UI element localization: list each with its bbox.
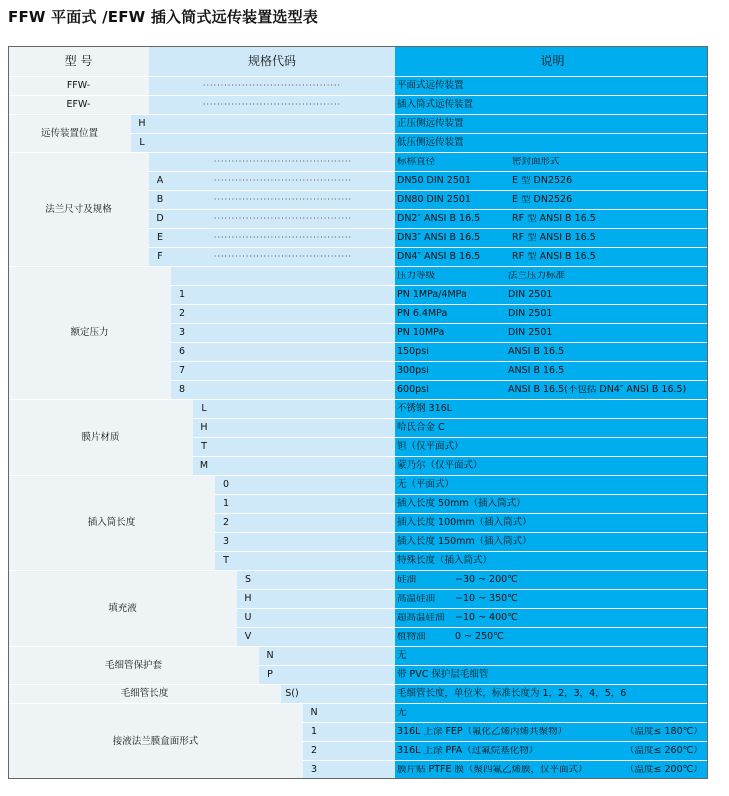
section-flange-desc-4-col2: RF 型 ANSI B 16.5	[512, 252, 596, 262]
section-insert-fill-0	[237, 476, 395, 494]
section-flange-head-code	[149, 153, 171, 171]
section-membrane-code-0: L	[193, 400, 215, 418]
section-flange-desc-2	[395, 210, 708, 228]
section-insert-code-0: 0	[215, 476, 237, 494]
section-capillary-desc: 毛细管长度，单位米，标准长度为 1，2，3，4，5，6	[395, 685, 708, 703]
section-flange-desc-0	[395, 172, 708, 190]
selection-table	[8, 0, 708, 796]
section-connect-desc-0-col1: 无	[397, 708, 407, 718]
section-flange-desc-0-col2: E 型 DN2526	[512, 176, 573, 186]
section-flange-desc-0-col1: DN50 DIN 2501	[397, 176, 471, 186]
section-pressure-desc-1-col2: DIN 2501	[508, 309, 553, 319]
section-connect-fill-2	[325, 742, 395, 760]
section-pressure-code-5: 8	[171, 381, 193, 399]
section-fill-desc-1-col2: −10 ~ 350℃	[455, 594, 518, 604]
section-connect-desc-1-col1: 316L 上涂 FEP（氟化乙烯丙烯共聚物）	[397, 727, 568, 737]
section-flange-desc-1-col2: E 型 DN2526	[512, 195, 573, 205]
section-flange-label: 法兰尺寸及规格	[8, 153, 149, 266]
section-membrane-code-3: M	[193, 457, 215, 475]
section-pressure-desc-2-col2: DIN 2501	[508, 328, 553, 338]
section-flange-fill-1: ·······································	[171, 191, 395, 209]
section-insert-fill-3	[237, 533, 395, 551]
section-membrane-desc-0: 不锈钢 316L	[395, 400, 708, 418]
section-insert-fill-1	[237, 495, 395, 513]
section-sheath-label: 毛细管保护套	[8, 647, 259, 684]
header-code: 规格代码	[149, 46, 395, 76]
section-fill-code-3: V	[237, 628, 259, 646]
section-pressure-fill-3	[193, 343, 395, 361]
section-flange-code-2: D	[149, 210, 171, 228]
section-pressure-desc-5-col1: 600psi	[397, 385, 429, 395]
section-flange-desc-1-col1: DN80 DIN 2501	[397, 195, 471, 205]
section-pressure-desc-2-col1: PN 10MPa	[397, 328, 445, 338]
section-connect-desc-1	[395, 723, 708, 741]
section-membrane-fill-2	[215, 438, 395, 456]
section-pressure-desc-4-col1: 300psi	[397, 366, 429, 376]
section-position-label: 远传装置位置	[8, 115, 131, 152]
section-fill-fill-2	[259, 609, 395, 627]
section-membrane-fill-1	[215, 419, 395, 437]
section-flange-head	[395, 153, 708, 171]
section-flange-fill-4: ·······································	[171, 248, 395, 266]
section-flange-code-3: E	[149, 229, 171, 247]
section-pressure-fill-4	[193, 362, 395, 380]
row-ffw-dots: ·······································	[149, 77, 395, 95]
section-fill-desc-1-col1: 高温硅油	[397, 594, 436, 604]
header-model: 型 号	[8, 46, 149, 76]
section-membrane-code-1: H	[193, 419, 215, 437]
section-sheath-code-0: N	[259, 647, 281, 665]
section-pressure-code-2: 3	[171, 324, 193, 342]
section-pressure-desc-0-col1: PN 1MPa/4MPa	[397, 290, 467, 300]
section-fill-desc-0-col2: −30 ~ 200℃	[455, 575, 518, 585]
section-flange-code-0: A	[149, 172, 171, 190]
section-connect-desc-3-col1: 膜片贴 PTFE 膜（聚四氟乙烯膜，仅平面式）	[397, 765, 588, 775]
section-pressure-desc-5	[395, 381, 708, 399]
section-flange-code-4: F	[149, 248, 171, 266]
section-fill-code-0: S	[237, 571, 259, 589]
section-flange-desc-4-col1: DN4″ ANSI B 16.5	[397, 252, 481, 262]
section-flange-head-col1: 标称直径	[397, 157, 436, 167]
section-pressure-desc-1-col1: PN 6.4MPa	[397, 309, 448, 319]
section-fill-desc-2-col2: −10 ~ 400℃	[455, 613, 518, 623]
section-connect-code-2: 2	[303, 742, 325, 760]
row-ffw-desc: 平面式远传装置	[395, 77, 708, 95]
section-pressure-desc-2	[395, 324, 708, 342]
section-pressure-desc-5-col2: ANSI B 16.5(不包括 DN4″ ANSI B 16.5)	[508, 385, 687, 395]
row-efw-dots: ·······································	[149, 96, 395, 114]
section-flange-code-1: B	[149, 191, 171, 209]
section-fill-desc-0	[395, 571, 708, 589]
section-position-fill-1	[153, 134, 395, 152]
section-connect-desc-1-col2: （温度≤ 180℃）	[625, 727, 703, 737]
section-pressure-desc-4	[395, 362, 708, 380]
section-connect-fill-0	[325, 704, 395, 722]
section-fill-fill-0	[259, 571, 395, 589]
section-fill-desc-3	[395, 628, 708, 646]
section-connect-desc-3	[395, 761, 708, 779]
section-position-desc-0: 正压侧远传装置	[395, 115, 708, 133]
section-pressure-label: 额定压力	[8, 267, 171, 399]
section-connect-fill-1	[325, 723, 395, 741]
section-flange-desc-2-col2: RF 型 ANSI B 16.5	[512, 214, 596, 224]
section-flange-fill-2: ·······································	[171, 210, 395, 228]
section-fill-desc-3-col2: 0 ~ 250℃	[455, 632, 504, 642]
section-membrane-fill-0	[215, 400, 395, 418]
section-sheath-desc-0: 无	[395, 647, 708, 665]
section-flange-fill-0: ·······································	[171, 172, 395, 190]
section-insert-desc-3: 插入长度 150mm（插入筒式）	[395, 533, 708, 551]
section-sheath-fill-0	[281, 647, 395, 665]
section-fill-code-1: H	[237, 590, 259, 608]
section-pressure-desc-0	[395, 286, 708, 304]
section-flange-fill-3: ·······································	[171, 229, 395, 247]
section-position-desc-1: 低压侧远传装置	[395, 134, 708, 152]
section-membrane-desc-2: 钽（仅平面式）	[395, 438, 708, 456]
section-connect-desc-0	[395, 704, 708, 722]
section-pressure-desc-3-col2: ANSI B 16.5	[508, 347, 565, 357]
section-capillary-code: S()	[281, 685, 303, 703]
section-insert-desc-0: 无（平面式）	[395, 476, 708, 494]
section-pressure-head-code	[171, 267, 193, 285]
section-flange-desc-2-col1: DN2″ ANSI B 16.5	[397, 214, 481, 224]
section-sheath-fill-1	[281, 666, 395, 684]
section-pressure-desc-0-col2: DIN 2501	[508, 290, 553, 300]
section-insert-desc-2: 插入长度 100mm（插入筒式）	[395, 514, 708, 532]
section-insert-label: 插入筒长度	[8, 476, 215, 570]
section-flange-head-dots: ·······································	[171, 153, 395, 171]
section-pressure-fill-5	[193, 381, 395, 399]
section-flange-desc-4	[395, 248, 708, 266]
section-pressure-head-col1: 压力等级	[397, 271, 436, 281]
section-fill-fill-1	[259, 590, 395, 608]
section-connect-desc-2-col2: （温度≤ 260℃）	[625, 746, 703, 756]
section-capillary-label: 毛细管长度	[8, 685, 281, 703]
section-fill-code-2: U	[237, 609, 259, 627]
section-connect-desc-3-col2: （温度≤ 200℃）	[625, 765, 703, 775]
section-connect-code-3: 3	[303, 761, 325, 779]
section-pressure-fill-0	[193, 286, 395, 304]
section-pressure-code-3: 6	[171, 343, 193, 361]
section-pressure-fill-2	[193, 324, 395, 342]
row-ffw-label: FFW-	[8, 77, 149, 95]
section-insert-code-3: 3	[215, 533, 237, 551]
section-flange-desc-3-col1: DN3″ ANSI B 16.5	[397, 233, 481, 243]
section-insert-code-2: 2	[215, 514, 237, 532]
section-pressure-desc-1	[395, 305, 708, 323]
section-fill-desc-2-col1: 超高温硅油	[397, 613, 445, 623]
row-efw-label: EFW-	[8, 96, 149, 114]
section-pressure-desc-3-col1: 150psi	[397, 347, 429, 357]
section-pressure-fill-1	[193, 305, 395, 323]
section-membrane-label: 膜片材质	[8, 400, 193, 475]
section-membrane-desc-3: 蒙乃尔（仅平面式）	[395, 457, 708, 475]
section-pressure-head	[395, 267, 708, 285]
section-pressure-code-0: 1	[171, 286, 193, 304]
section-flange-desc-1	[395, 191, 708, 209]
section-pressure-code-1: 2	[171, 305, 193, 323]
section-insert-fill-4	[237, 552, 395, 570]
section-capillary-fill	[303, 685, 395, 703]
header-desc: 说明	[395, 46, 708, 76]
section-connect-code-0: N	[303, 704, 325, 722]
section-membrane-desc-1: 哈氏合金 C	[395, 419, 708, 437]
section-pressure-code-4: 7	[171, 362, 193, 380]
section-fill-label: 填充液	[8, 571, 237, 646]
section-sheath-code-1: P	[259, 666, 281, 684]
section-fill-desc-2	[395, 609, 708, 627]
section-position-fill-0	[153, 115, 395, 133]
section-position-code-1: L	[131, 134, 153, 152]
section-position-code-0: H	[131, 115, 153, 133]
page-title: FFW 平面式 /EFW 插入筒式远传装置选型表	[8, 8, 319, 26]
section-flange-desc-3	[395, 229, 708, 247]
section-connect-desc-2	[395, 742, 708, 760]
section-insert-code-1: 1	[215, 495, 237, 513]
section-connect-desc-2-col1: 316L 上涂 PFA（过氟烷基化物）	[397, 746, 539, 756]
section-connect-code-1: 1	[303, 723, 325, 741]
section-membrane-code-2: T	[193, 438, 215, 456]
section-pressure-desc-4-col2: ANSI B 16.5	[508, 366, 565, 376]
section-fill-fill-3	[259, 628, 395, 646]
section-membrane-fill-3	[215, 457, 395, 475]
section-fill-desc-1	[395, 590, 708, 608]
section-sheath-desc-1: 带 PVC 保护层毛细管	[395, 666, 708, 684]
section-connect-fill-3	[325, 761, 395, 779]
section-insert-fill-2	[237, 514, 395, 532]
section-flange-desc-3-col2: RF 型 ANSI B 16.5	[512, 233, 596, 243]
section-fill-desc-3-col1: 植物油	[397, 632, 426, 642]
section-pressure-head-col2: 法兰压力标准	[508, 271, 566, 281]
row-efw-desc: 插入筒式远传装置	[395, 96, 708, 114]
section-insert-code-4: T	[215, 552, 237, 570]
section-fill-desc-0-col1: 硅油	[397, 575, 417, 585]
section-insert-desc-4: 特殊长度（插入筒式）	[395, 552, 708, 570]
section-flange-head-col2: 密封面形式	[512, 157, 560, 167]
section-pressure-desc-3	[395, 343, 708, 361]
section-insert-desc-1: 插入长度 50mm（插入筒式）	[395, 495, 708, 513]
section-connect-label: 接液法兰膜盒面形式	[8, 704, 303, 779]
section-pressure-head-dots	[193, 267, 395, 285]
